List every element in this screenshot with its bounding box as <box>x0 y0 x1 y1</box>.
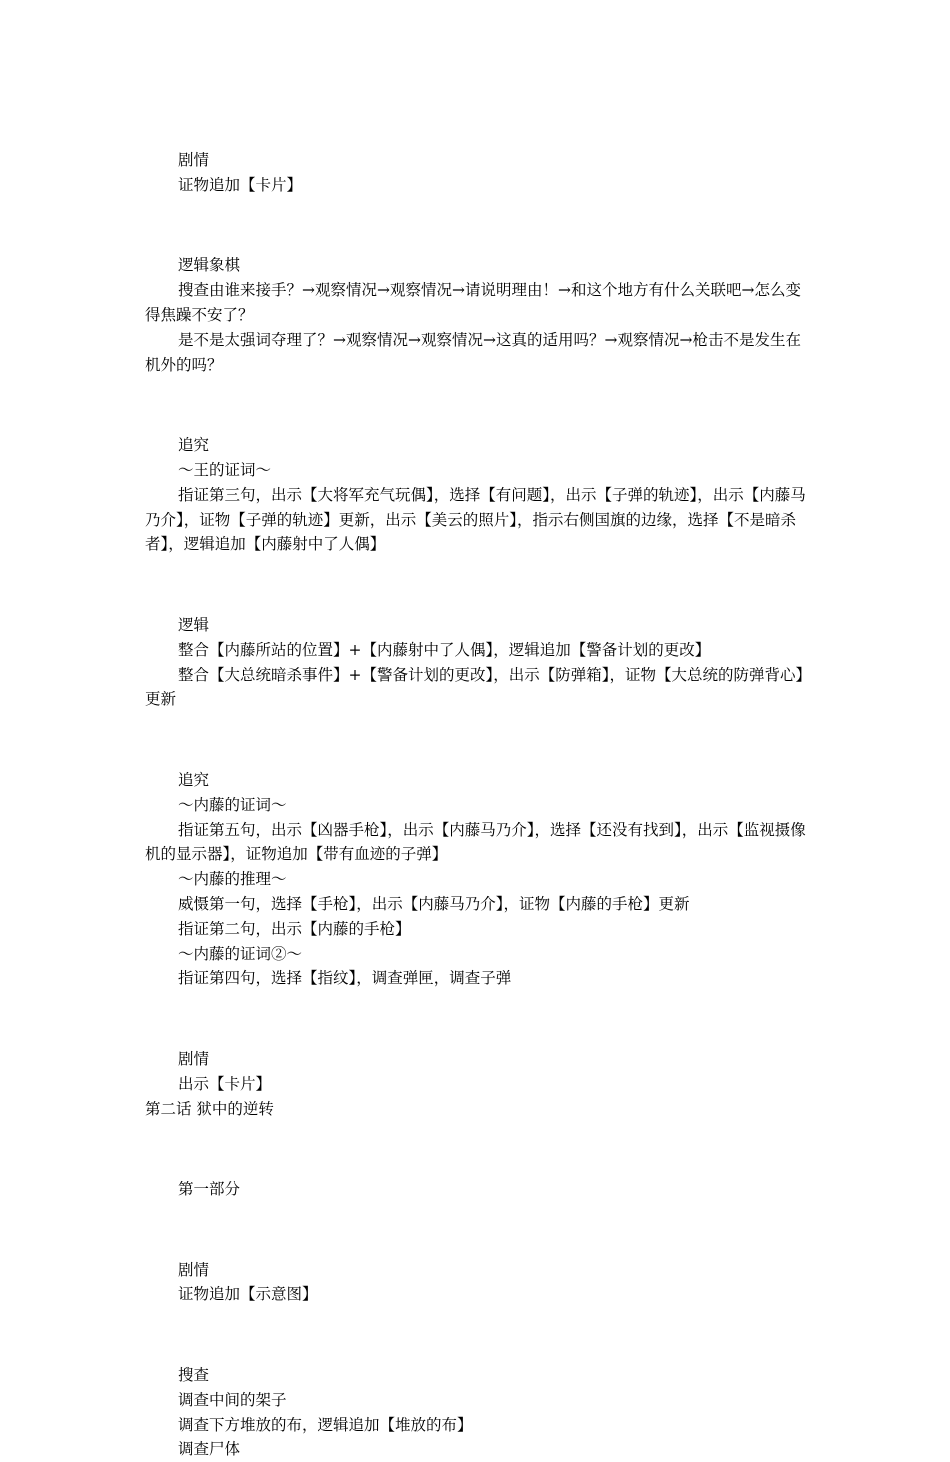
text-line: 是不是太强词夺理了？→观察情况→观察情况→这真的适用吗？→观察情况→枪击不是发生在机外的吗？ <box>145 330 801 374</box>
text-line: 逻辑象棋 <box>178 256 241 275</box>
text-line: 指证第四句，选择【指纹】，调查弹匣，调查子弹 <box>178 969 512 988</box>
text-line: 威慑第一句，选择【手枪】，出示【内藤马乃介】，证物【内藤的手枪】更新 <box>178 894 690 913</box>
blank-line <box>145 1217 810 1242</box>
text-line: 逻辑 <box>178 615 210 634</box>
blank-line <box>145 1007 810 1032</box>
text-line: 指证第二句，出示【内藤的手枪】 <box>178 919 411 938</box>
text-line: 调查尸体 <box>178 1440 241 1459</box>
text-line: 调查中间的架子 <box>178 1390 287 1409</box>
blank-line <box>145 573 810 598</box>
text-line: ～内藤的证词～ <box>178 795 287 814</box>
text-line: 指证第五句，出示【凶器手枪】，出示【内藤马乃介】，选择【还没有找到】，出示【监视摄像机的显示器】，证物追加【带有血迹的子弹】 <box>145 820 806 864</box>
blank-line <box>145 1137 810 1162</box>
text-line: 剧情 <box>178 151 210 169</box>
text-line: 第一部分 <box>178 1180 241 1199</box>
blank-line <box>145 213 810 238</box>
text-line: ～内藤的推理～ <box>178 870 287 889</box>
text-line: 出示【卡片】 <box>178 1074 272 1093</box>
document-body <box>145 148 810 1462</box>
text-line: ～王的证词～ <box>178 460 272 479</box>
text-line: 追究 <box>178 770 210 789</box>
blank-line <box>145 393 810 418</box>
text-line: 整合【大总统暗杀事件】+【警备计划的更改】，出示【防弹箱】，证物【大总统的防弹背心】更新 <box>145 665 804 709</box>
text-line: 整合【内藤所站的位置】+【内藤射中了人偶】，逻辑追加【警备计划的更改】 <box>178 640 711 659</box>
blank-line <box>145 728 810 753</box>
text-line: 搜查由谁来接手？→观察情况→观察情况→请说明理由！→和这个地方有什么关联吧→怎么变得焦躁不安了？ <box>145 281 801 324</box>
text-line: 追究 <box>178 436 210 455</box>
text-line: 第二话 狱中的逆转 <box>145 1099 274 1118</box>
text-line: 搜查 <box>178 1366 210 1385</box>
text-line: 剧情 <box>178 1049 210 1068</box>
text-line: 证物追加【卡片】 <box>178 175 303 194</box>
text-line: 证物追加【示意图】 <box>178 1285 318 1304</box>
text-line: ～内藤的证词②～ <box>178 944 303 963</box>
text-line: 指证第三句，出示【大将军充气玩偶】，选择【有问题】，出示【子弹的轨迹】，出示【内藤马乃介】，证物【子弹的轨迹】更新，出示【美云的照片】，指示右侧国旗的边缘，选择【不是暗杀者】，逻辑追加【内藤射中了人偶】 <box>145 485 806 554</box>
text-line: 调查下方堆放的布，逻辑追加【堆放的布】 <box>178 1415 473 1434</box>
text-line: 剧情 <box>178 1260 210 1279</box>
